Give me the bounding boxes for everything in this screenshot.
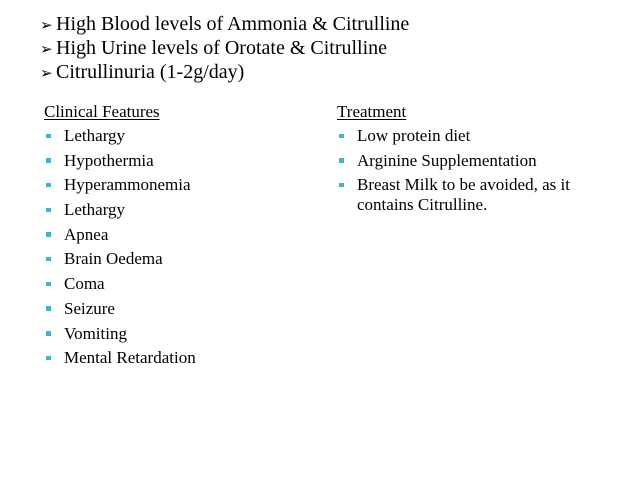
list-item-text: Apnea: [64, 224, 109, 244]
list-item-text: Brain Oedema: [64, 249, 163, 269]
summary-item-text: High Blood levels of Ammonia & Citrulline: [56, 13, 410, 35]
clinical-features-column: [44, 102, 314, 373]
summary-item: [40, 60, 409, 84]
list-item: [44, 324, 314, 344]
list-item: [44, 274, 314, 294]
clinical-features-heading: Clinical Features: [44, 102, 160, 121]
square-bullet-icon: [46, 331, 51, 336]
list-item: [44, 348, 314, 368]
list-item-text: Coma: [64, 274, 105, 294]
square-bullet-icon: [46, 232, 51, 237]
list-item: [44, 200, 314, 220]
list-item: [337, 126, 607, 146]
arrow-icon: ➢: [40, 18, 53, 34]
square-bullet-icon: [46, 158, 51, 163]
list-item-text: Lethargy: [64, 200, 126, 220]
square-bullet-icon: [339, 183, 344, 188]
square-bullet-icon: [46, 306, 51, 311]
arrow-icon: ➢: [40, 42, 53, 58]
summary-item: [40, 12, 409, 36]
list-item-text: Seizure: [64, 298, 115, 318]
square-bullet-icon: [46, 134, 51, 139]
summary-item-text: Citrullinuria (1-2g/day): [56, 61, 245, 83]
square-bullet-icon: [339, 134, 344, 139]
summary-list: [40, 12, 409, 84]
list-item-text: Hypothermia: [64, 150, 154, 170]
treatment-list: [337, 126, 607, 215]
treatment-column: [337, 102, 607, 220]
square-bullet-icon: [46, 282, 51, 287]
list-item: [44, 126, 314, 146]
square-bullet-icon: [46, 183, 51, 188]
summary-item-text: High Urine levels of Orotate & Citrulline: [56, 37, 388, 59]
treatment-heading: Treatment: [337, 102, 407, 121]
list-item: [44, 225, 314, 245]
clinical-features-list: [44, 126, 314, 368]
list-item-text: Hyperammonemia: [64, 175, 191, 195]
list-item: [44, 249, 314, 269]
list-item: [44, 299, 314, 319]
list-item-text: Vomiting: [64, 323, 127, 343]
list-item-text: Lethargy: [64, 126, 126, 145]
arrow-icon: ➢: [40, 66, 53, 82]
square-bullet-icon: [46, 208, 51, 213]
list-item-text: Low protein diet: [357, 126, 471, 145]
list-item-text: Arginine Supplementation: [357, 150, 537, 170]
list-item-text: Mental Retardation: [64, 348, 196, 368]
summary-item: [40, 36, 409, 60]
list-item: [337, 151, 607, 171]
list-item: [44, 175, 314, 195]
square-bullet-icon: [46, 257, 51, 262]
square-bullet-icon: [339, 158, 344, 163]
list-item: [337, 175, 607, 215]
list-item-text: Breast Milk to be avoided, as it contains Citrulline.: [357, 175, 570, 215]
square-bullet-icon: [46, 356, 51, 361]
list-item: [44, 151, 314, 171]
